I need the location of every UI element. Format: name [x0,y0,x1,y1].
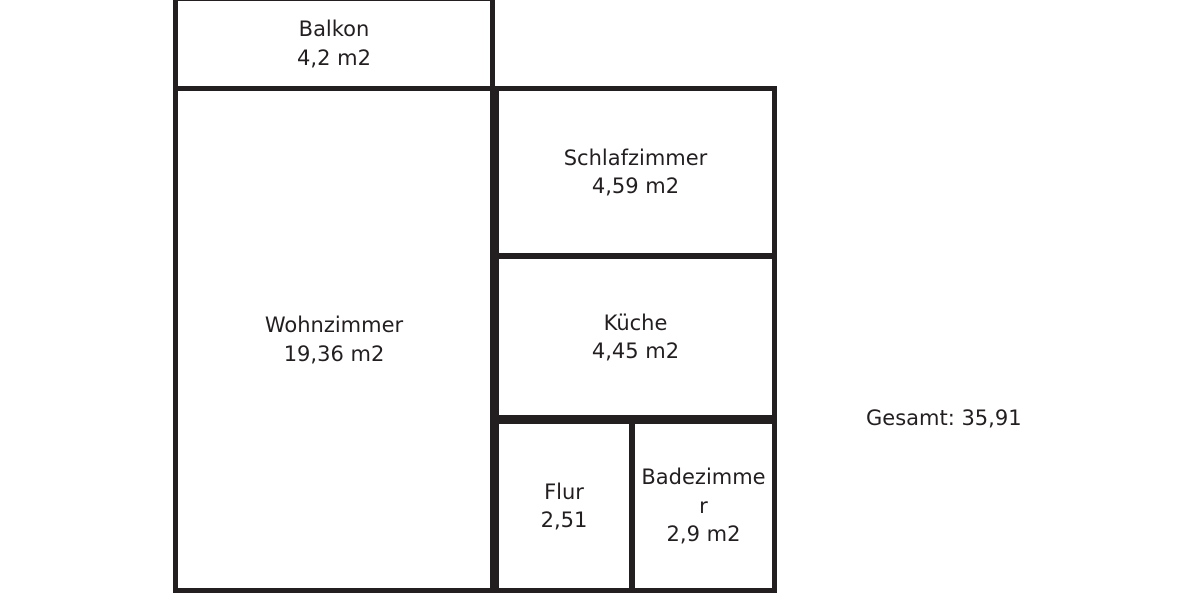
room-wohnzimmer-area: 19,36 m2 [283,341,385,366]
room-schlafzimmer [494,86,777,258]
room-badezimmer-area: 2,9 m2 [666,522,741,547]
room-wohnzimmer-name: Wohnzimmer [264,313,404,338]
room-schlafzimmer-area: 4,59 m2 [591,174,680,198]
room-balkon [173,0,495,91]
room-balkon-area: 4,2 m2 [297,45,371,70]
room-badezimmer [630,419,777,593]
room-kueche [494,254,777,420]
room-balkon-name: Balkon [298,17,370,42]
room-kueche-name: Küche [603,310,668,335]
room-badezimmer-name: Badezimmer [641,465,766,518]
room-flur [494,419,634,593]
room-wohnzimmer [173,86,495,593]
room-kueche-area: 4,45 m2 [591,339,680,363]
room-flur-name: Flur [544,479,584,504]
total-area-label: Gesamt: 35,91 [866,406,1022,430]
room-flur-area: 2,51 [540,508,588,532]
room-schlafzimmer-name: Schlafzimmer [563,145,708,170]
